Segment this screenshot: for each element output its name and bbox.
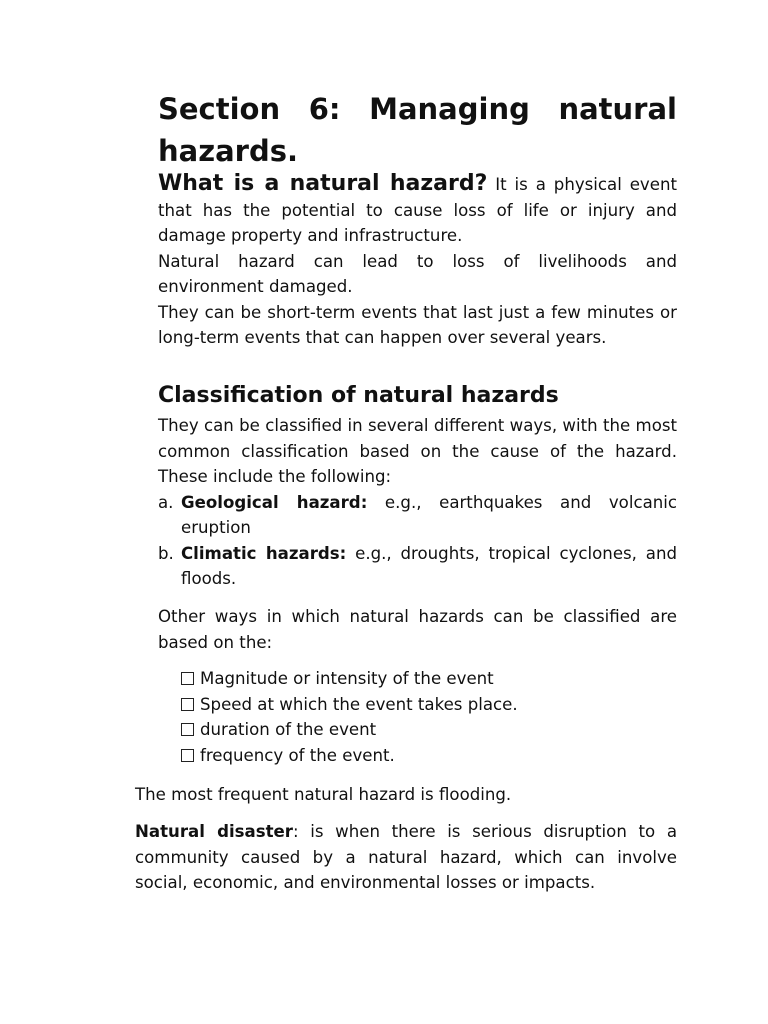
checklist-text: Magnitude or intensity of the event <box>200 669 494 688</box>
list-text: e.g., earthquakes and volcanic eruption <box>181 492 677 537</box>
checklist-text: duration of the event <box>200 720 377 739</box>
list-marker: a. <box>158 492 174 512</box>
intro-section <box>158 171 677 351</box>
disaster-text: : is when there is serious disruption to a community caused by a natural hazard, which can involve social, economic, and environmental losses or impacts. <box>135 822 677 892</box>
list-item <box>158 490 677 541</box>
classification-section <box>158 413 677 592</box>
intro-paragraph <box>158 171 677 249</box>
classification-paragraph: They can be classified in several different ways, with the most common classification based on the cause of the hazard. These include the following: <box>158 416 677 486</box>
classification-heading: Classification of natural hazards <box>158 383 559 408</box>
intro-heading: What is a natural hazard? <box>158 171 488 196</box>
checklist-text: frequency of the event. <box>200 745 395 765</box>
title-line-1: Section 6: Managing natural <box>158 92 677 126</box>
disaster-term: Natural disaster <box>135 822 293 841</box>
page-title <box>158 88 677 172</box>
list-item <box>181 692 661 718</box>
intro-text: It is a physical event that has the potential to cause loss of life or injury and damage property and infrastructure. <box>158 175 677 245</box>
checkbox-icon <box>181 723 194 736</box>
title-line-2: hazards. <box>158 134 299 168</box>
list-item <box>181 717 661 743</box>
other-ways-paragraph: Other ways in which natural hazards can be classified are based on the: <box>158 607 677 652</box>
list-item <box>158 541 677 592</box>
frequent-hazard-text: The most frequent natural hazard is flooding. <box>135 785 512 804</box>
checkbox-icon <box>181 698 194 711</box>
disaster-definition <box>135 819 677 896</box>
criteria-checklist <box>181 666 661 768</box>
checkbox-icon <box>181 749 194 762</box>
intro-paragraph-2: Natural hazard can lead to loss of livelihoods and environment damaged. <box>158 251 677 296</box>
list-item <box>181 743 661 769</box>
list-text: e.g., droughts, tropical cyclones, and floods. <box>181 543 677 588</box>
checklist-text: Speed at which the event takes place. <box>200 694 518 714</box>
list-term: Climatic hazards: <box>181 543 347 563</box>
list-item <box>181 666 661 692</box>
intro-paragraph-3: They can be short-term events that last just a few minutes or long-term events that can happen over several years. <box>158 302 677 347</box>
checkbox-icon <box>181 672 194 685</box>
list-term: Geological hazard: <box>181 492 368 512</box>
list-marker: b. <box>158 543 174 563</box>
